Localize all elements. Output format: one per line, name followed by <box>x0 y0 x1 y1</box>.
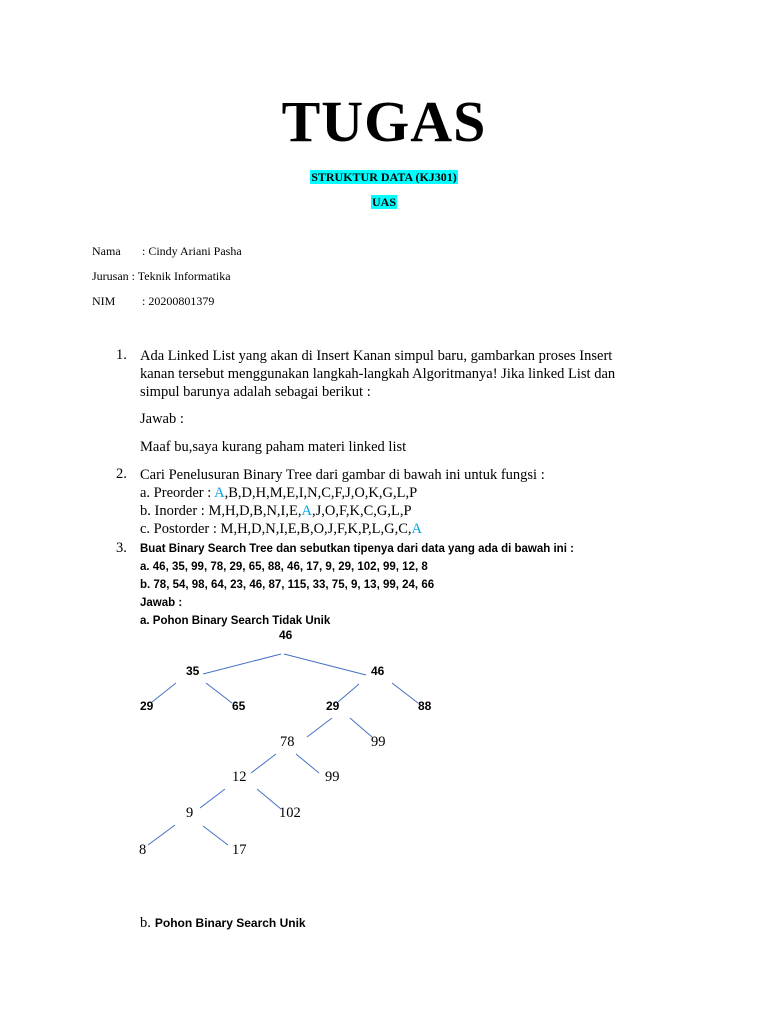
edge-46-88 <box>392 683 418 703</box>
q2-question: Cari Penelusuran Binary Tree dari gambar di bawah ini untuk fungsi : <box>140 467 545 483</box>
tree-node: 102 <box>279 805 301 821</box>
q3-tree-a-title: a. Pohon Binary Search Tidak Unik <box>140 615 331 627</box>
preorder-label: a. Preorder : <box>140 485 215 501</box>
major-value: : Teknik Informatika <box>131 269 231 283</box>
tree-node: 99 <box>371 734 386 750</box>
tree-node: 12 <box>232 769 247 785</box>
edge-46-29 <box>338 684 359 702</box>
q1-number: 1. <box>116 347 127 363</box>
tree-node: 46 <box>279 628 293 642</box>
tree-node: 78 <box>280 734 295 750</box>
postorder-root: A <box>411 521 423 537</box>
q1-line-3: simpul barunya adalah sebagai berikut : <box>140 384 371 400</box>
major-label: Jurusan <box>92 269 129 283</box>
tree-node: 65 <box>232 699 246 713</box>
q3-data-b: b. 78, 54, 98, 64, 23, 46, 87, 115, 33, 75, 9, 13, 99, 24, 66 <box>140 579 435 591</box>
inorder-left-sequence: M,H,D,B,N,I,E, <box>208 503 302 519</box>
q3-tree-b-title: Pohon Binary Search Unik <box>154 916 306 930</box>
name-label: Nama <box>92 244 121 258</box>
edge-29-78 <box>307 718 332 737</box>
tree-node: 29 <box>140 699 154 713</box>
q3-tree-b-title-row <box>140 914 306 932</box>
postorder-label: c. Postorder : <box>140 521 221 537</box>
edge-46-35 <box>203 654 281 674</box>
exam-label: UAS <box>371 195 396 209</box>
nim-value: : 20200801379 <box>142 294 215 308</box>
q3-data-a: a. 46, 35, 99, 78, 29, 65, 88, 46, 17, 9, 29, 102, 99, 12, 8 <box>140 561 428 573</box>
edge-78-12 <box>251 754 276 773</box>
q1-answer-label: Jawab : <box>140 411 184 427</box>
edge-12-9 <box>200 789 225 808</box>
edge-78-99 <box>296 754 319 773</box>
q3-number: 3. <box>116 540 127 556</box>
edge-29-99 <box>350 718 372 737</box>
course-title: STRUKTUR DATA (KJ301) <box>311 170 457 184</box>
edge-35-65 <box>206 683 232 703</box>
edge-35-29 <box>152 683 176 702</box>
preorder-root: A <box>214 485 225 501</box>
tree-node: 46 <box>371 664 385 678</box>
tree-node: 17 <box>232 842 247 858</box>
edge-9-17 <box>203 826 228 845</box>
q2-number: 2. <box>116 466 127 482</box>
preorder-sequence: ,B,D,H,M,E,I,N,C,F,J,O,K,G,L,P <box>224 485 418 501</box>
name-value: : Cindy Ariani Pasha <box>142 244 242 258</box>
edge-12-102 <box>257 789 281 809</box>
inorder-right-sequence: ,J,O,F,K,C,G,L,P <box>311 503 412 519</box>
tree-node: 29 <box>326 699 340 713</box>
inorder-label: b. Inorder : <box>140 503 209 519</box>
q1-line-1: Ada Linked List yang akan di Insert Kanan simpul baru, gambarkan proses Insert <box>140 348 613 364</box>
q3-question: Buat Binary Search Tree dan sebutkan tipenya dari data yang ada di bawah ini : <box>140 543 574 555</box>
tree-node: 88 <box>418 699 432 713</box>
q1-line-2: kanan tersebut menggunakan langkah-langkah Algoritmanya! Jika linked List dan <box>140 366 616 382</box>
q3-answer-label: Jawab : <box>140 597 183 609</box>
nim-label: NIM <box>92 294 116 308</box>
tree-node: 9 <box>186 805 194 821</box>
postorder-sequence: M,H,D,N,I,E,B,O,J,F,K,P,L,G,C, <box>220 521 412 537</box>
tree-node: 99 <box>325 769 340 785</box>
edge-9-8 <box>148 825 175 845</box>
tree-b-prefix: b. <box>140 915 151 931</box>
edge-46-46 <box>284 654 366 675</box>
tree-node: 35 <box>186 664 200 678</box>
inorder-root: A <box>301 503 312 519</box>
page-title: TUGAS <box>281 89 487 154</box>
tree-node: 8 <box>139 842 147 858</box>
q1-answer: Maaf bu,saya kurang paham materi linked list <box>140 439 407 455</box>
